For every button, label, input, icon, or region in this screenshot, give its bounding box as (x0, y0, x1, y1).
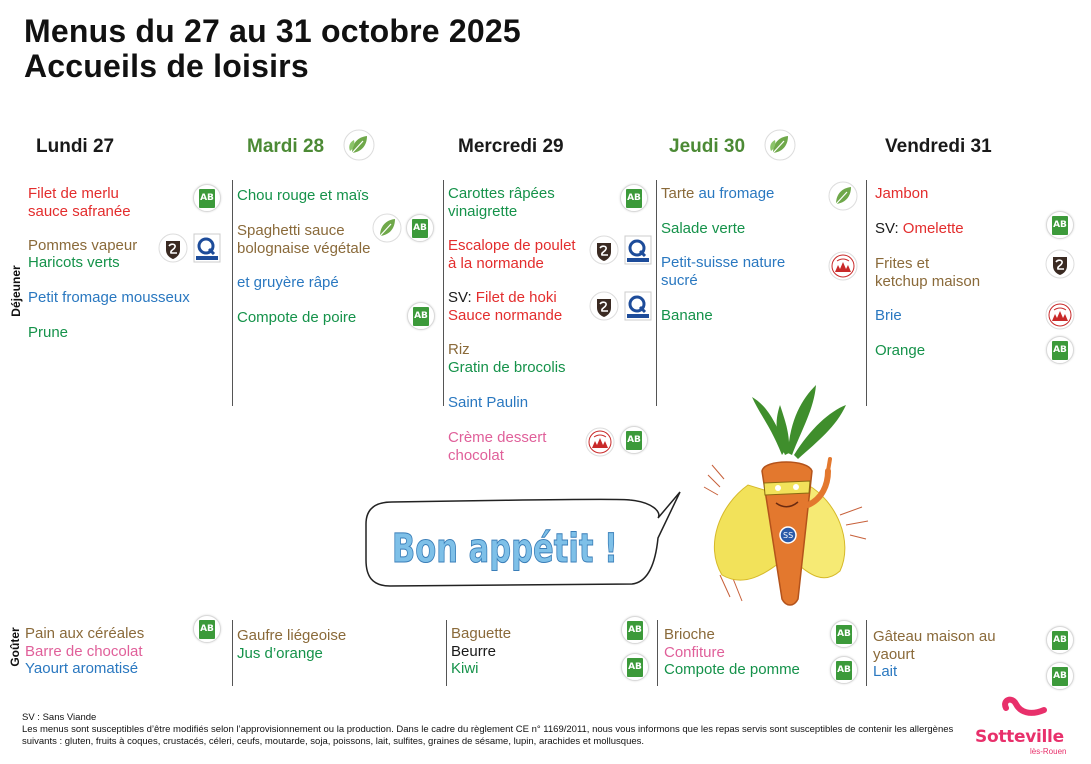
day-header-wednesday: Mercredi 29 (458, 136, 564, 157)
ab-bio-icon: AB (407, 302, 435, 330)
menu-item-tuesday-dessert: Compote de poire (237, 309, 357, 326)
menu-item-friday-cheese: Brie (875, 307, 902, 324)
menu-item-wednesday-main: Escalope de poulet à la normande (448, 237, 576, 272)
ab-bio-icon: AB (621, 653, 649, 681)
ab-bio-icon: AB (1046, 336, 1074, 364)
ab-bio-icon: AB (830, 656, 858, 684)
svg-text:Bon appétit !: Bon appétit ! (392, 526, 618, 572)
snack-thursday: Brioche Confiture Compote de pomme (664, 626, 800, 678)
bubble-text (380, 506, 630, 582)
leaf-icon (343, 129, 375, 161)
ab-bio-icon: AB (1046, 211, 1074, 239)
menu-item-monday-dessert: Prune (28, 324, 69, 341)
ab-bio-icon: AB (193, 184, 221, 212)
section-label-snack: Goûter (8, 627, 22, 667)
title-line-2: Accueils de loisirs (24, 48, 309, 84)
menu-item-wednesday-cheese: Saint Paulin (448, 394, 529, 411)
svg-text:SS: SS (783, 531, 794, 540)
carrot-mascot (690, 375, 890, 615)
day-header-monday: Lundi 27 (36, 136, 115, 157)
day-header-friday: Vendredi 31 (885, 136, 992, 157)
day-header-thursday (669, 134, 745, 160)
menu-item-wednesday-alt-main: SV: Filet de hoki Sauce normande (448, 289, 563, 324)
menu-item-monday-dairy: Petit fromage mousseux (28, 289, 190, 306)
menu-item-friday-main: Jambon (875, 185, 929, 202)
menu-item-tuesday-cheese: et gruyère râpé (237, 274, 339, 291)
blason-icon (589, 235, 619, 265)
column-divider (232, 180, 233, 406)
leaf-icon (764, 129, 796, 161)
menu-item-thursday-starter: Tarte au fromage (661, 185, 775, 202)
menu-item-wednesday-side-1: Riz (448, 341, 470, 358)
ab-bio-icon: AB (1046, 662, 1074, 690)
menu-item-thursday-salad: Salade verte (661, 220, 746, 237)
snack-monday: Pain aux céréales Barre de chocolat Yaourt aromatisé (25, 625, 145, 677)
column-divider (443, 180, 444, 406)
menu-item-monday-side-1: Pommes vapeur (28, 237, 138, 254)
column-divider (866, 620, 867, 686)
footer-notes (22, 712, 972, 748)
menu-item-thursday-dessert: Banane (661, 307, 713, 324)
leaf-icon (828, 181, 858, 211)
column-divider (446, 620, 447, 686)
blason-icon (1045, 249, 1075, 279)
logo-subtitle: lès-Rouen (1030, 747, 1067, 756)
menu-item-friday-alt-main: SV: Omelette (875, 220, 964, 237)
menu-item-tuesday-starter: Chou rouge et maïs (237, 187, 369, 204)
snack-friday: Gâteau maison au yaourt Lait (873, 628, 996, 680)
footer-legend: SV : Sans Viande (22, 712, 97, 723)
section-label-lunch: Déjeuner (9, 265, 23, 317)
page-title (24, 14, 521, 84)
day-label-thursday: Jeudi 30 (669, 136, 746, 157)
blason-icon (158, 233, 188, 263)
column-divider (866, 180, 867, 406)
menu-item-monday-side-2: Haricots verts (28, 254, 120, 271)
day-label-tuesday: Mardi 28 (247, 136, 325, 157)
ab-bio-icon: AB (193, 615, 221, 643)
produit-local-icon (828, 251, 858, 281)
produit-local-icon (585, 427, 615, 457)
snack-tuesday: Gaufre liégeoise Jus d’orange (237, 627, 347, 662)
day-header-tuesday (247, 134, 324, 160)
label-rouge-icon (623, 291, 653, 321)
menu-item-friday-side: Frites et ketchup maison (875, 255, 981, 290)
menu-item-friday-dessert: Orange (875, 342, 926, 359)
menu-item-thursday-dairy: Petit-suisse nature sucré (661, 254, 786, 289)
leaf-icon (372, 213, 402, 243)
label-rouge-icon (623, 235, 653, 265)
title-line-1: Menus du 27 au 31 octobre 2025 (24, 13, 521, 49)
blason-icon (589, 291, 619, 321)
ab-bio-icon: AB (620, 184, 648, 212)
column-divider (657, 620, 658, 686)
ab-bio-icon: AB (1046, 626, 1074, 654)
menu-item-monday-main: Filet de merlu sauce safranée (28, 185, 131, 220)
menu-item-wednesday-dessert: Crème dessert chocolat (448, 429, 547, 464)
column-divider (232, 620, 233, 686)
label-rouge-icon (192, 233, 222, 263)
ab-bio-icon: AB (621, 616, 649, 644)
ab-bio-icon: AB (620, 426, 648, 454)
ab-bio-icon: AB (406, 214, 434, 242)
footer-allergens: Les menus sont susceptibles d’être modifiés selon l’approvisionnement ou la production. Dans le cadre du règlement CE n° 1169/2011, nous vous informons que les repas servis sont susceptibles de contenir les allergènes suivants : gluten, fruits à coques, crustacés, céleri, ceufs, moutarde, soja, poissons, lait, sulfites, graines de sésame, lupin, arachides et mollusques. (22, 724, 954, 747)
column-divider (656, 180, 657, 406)
logo-name: Sotteville (975, 727, 1064, 747)
menu-item-tuesday-main: Spaghetti sauce bolognaise végétale (237, 222, 371, 257)
snack-wednesday: Baguette Beurre Kiwi (451, 625, 512, 677)
ab-bio-icon: AB (830, 620, 858, 648)
menu-item-wednesday-side-2: Gratin de brocolis (448, 359, 566, 376)
produit-local-icon (1045, 300, 1075, 330)
menu-item-wednesday-starter: Carottes râpées vinaigrette (448, 185, 555, 220)
